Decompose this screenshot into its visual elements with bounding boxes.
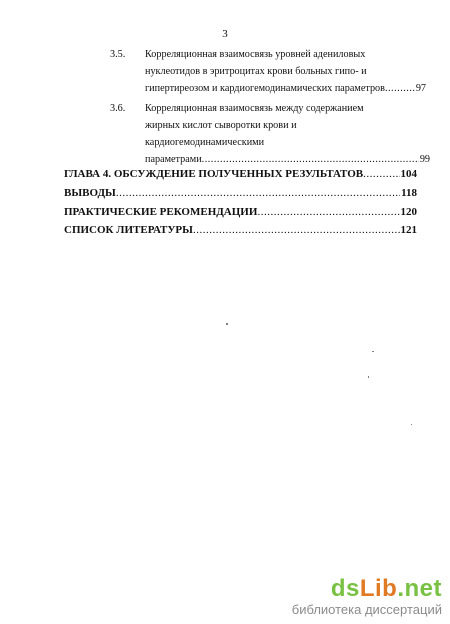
subsection-title-text: параметрами bbox=[145, 154, 202, 165]
logo-part: .net bbox=[397, 575, 442, 602]
watermark-subtitle: библиотека диссертаций bbox=[291, 602, 442, 617]
page-number: 3 bbox=[222, 28, 228, 40]
dot-leader bbox=[385, 81, 415, 96]
toc-conclusions bbox=[64, 186, 417, 201]
subsection-title-line: Корреляционная взаимосвязь между содержанием bbox=[145, 103, 364, 114]
logo-part: ds bbox=[330, 575, 360, 602]
chapter-title: ГЛАВА 4. ОБСУЖДЕНИЕ ПОЛУЧЕННЫХ РЕЗУЛЬТАТОВ bbox=[64, 168, 364, 180]
scan-speck bbox=[411, 424, 412, 425]
chapter-title: ПРАКТИЧЕСКИЕ РЕКОМЕНДАЦИИ bbox=[64, 206, 258, 218]
subsection-number: 3.5. bbox=[110, 49, 126, 60]
subsection-title-last-line bbox=[145, 81, 426, 96]
subsection-title-text: гипертиреозом и кардиогемодинамических параметров bbox=[145, 83, 385, 94]
page-ref: 97 bbox=[415, 83, 426, 94]
logo-part: Lib bbox=[359, 575, 398, 602]
chapter-title: СПИСОК ЛИТЕРАТУРЫ bbox=[64, 224, 193, 236]
subsection-number: 3.6. bbox=[110, 103, 126, 114]
subsection-title-line: Корреляционная взаимосвязь уровней адениловых bbox=[145, 49, 366, 60]
dot-leader bbox=[193, 223, 400, 238]
dot-leader bbox=[202, 152, 419, 167]
chapter-title: ВЫВОДЫ bbox=[64, 187, 116, 199]
page-ref: 104 bbox=[400, 168, 417, 180]
page-ref: 99 bbox=[419, 154, 430, 165]
dot-leader bbox=[116, 186, 400, 201]
dot-leader bbox=[363, 167, 399, 182]
page-ref: 118 bbox=[401, 187, 417, 199]
scan-speck bbox=[226, 323, 228, 325]
watermark bbox=[292, 576, 442, 618]
subsection-title-line: нуклеотидов в эритроцитах крови больных гипо- и bbox=[145, 66, 367, 77]
toc-recommendations bbox=[64, 205, 417, 220]
watermark-logo bbox=[292, 576, 442, 602]
dot-leader bbox=[257, 205, 399, 220]
subsection-title-line: жирных кислот сыворотки крови и bbox=[145, 120, 297, 131]
scan-speck bbox=[372, 351, 374, 352]
subsection-title-last-line bbox=[145, 152, 430, 167]
subsection-title-line: кардиогемодинамическими bbox=[145, 137, 265, 148]
page-ref: 121 bbox=[400, 224, 417, 236]
scan-speck bbox=[368, 376, 369, 378]
page-ref: 120 bbox=[400, 206, 417, 218]
toc-bibliography bbox=[64, 223, 417, 238]
toc-chapter-4 bbox=[64, 167, 417, 182]
